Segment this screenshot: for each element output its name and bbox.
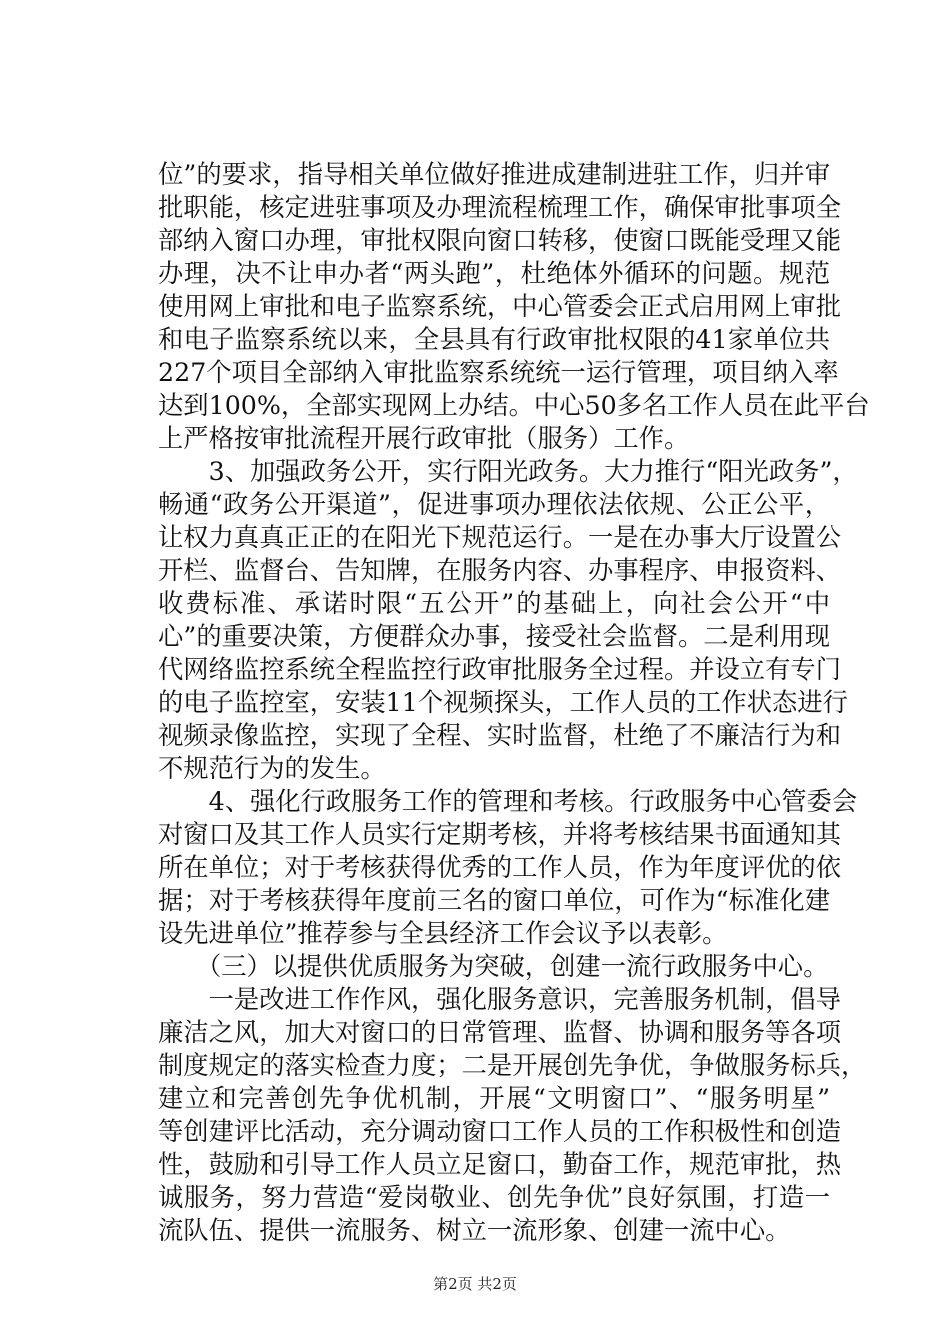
- text-line: 开栏、监督台、告知牌，在服务内容、办事程序、申报资料、: [158, 556, 842, 585]
- text-line: 位”的要求，指导相关单位做好推进成建制进驻工作，归并审: [158, 160, 830, 189]
- text-line: 3、加强政务公开，实行阳光政务。大力推行“阳光政务”，: [158, 457, 858, 486]
- text-line: 一是改进工作作风，强化服务意识，完善服务机制，倡导: [158, 985, 842, 1014]
- text-line: 等创建评比活动，充分调动窗口工作人员的工作积极性和创造: [158, 1117, 842, 1146]
- text-line: 据；对于考核获得年度前三名的窗口单位，可作为“标准化建: [158, 886, 830, 915]
- text-line: 性，鼓励和引导工作人员立足窗口，勤奋工作，规范审批，热: [158, 1150, 842, 1179]
- text-line: 部纳入窗口办理，审批权限向窗口转移，使窗口既能受理又能: [158, 226, 842, 255]
- text-line: 建立和完善创先争优机制，开展“文明窗口”、“服务明星”: [158, 1084, 830, 1113]
- text-line: 上严格按审批流程开展行政审批（服务）工作。: [158, 424, 690, 453]
- text-line: 所在单位；对于考核获得优秀的工作人员，作为年度评优的依: [158, 853, 842, 882]
- text-line: 达到100%，全部实现网上办结。中心50多名工作人员在此平台: [158, 391, 870, 420]
- text-line: 心”的重要决策，方便群众办事，接受社会监督。二是利用现: [158, 622, 830, 651]
- text-line: 诚服务，努力营造“爱岗敬业、创先争优”良好氛围，打造一: [158, 1183, 830, 1212]
- text-line: 流队伍、提供一流服务、树立一流形象、创建一流中心。: [158, 1216, 791, 1245]
- text-line: 和电子监察系统以来，全县具有行政审批权限的41家单位共: [158, 325, 830, 354]
- text-line: 视频录像监控，实现了全程、实时监督，杜绝了不廉洁行为和: [158, 721, 842, 750]
- text-line: 4、强化行政服务工作的管理和考核。行政服务中心管委会: [158, 787, 858, 816]
- text-line: 的电子监控室，安装11个视频探头，工作人员的工作状态进行: [158, 688, 848, 717]
- text-line: 畅通“政务公开渠道”，促进事项办理依法依规、公正公平，: [158, 490, 830, 519]
- text-line: 办理，决不让申办者“两头跑”，杜绝体外循环的问题。规范: [158, 259, 830, 288]
- text-line: 对窗口及其工作人员实行定期考核，并将考核结果书面通知其: [158, 820, 842, 849]
- text-line: 不规范行为的发生。: [158, 754, 386, 783]
- document-body: [158, 158, 870, 1247]
- text-line: 让权力真真正正的在阳光下规范运行。一是在办事大厅设置公: [158, 523, 842, 552]
- text-line: 廉洁之风，加大对窗口的日常管理、监督、协调和服务等各项: [158, 1018, 842, 1047]
- text-line: 使用网上审批和电子监察系统，中心管委会正式启用网上审批: [158, 292, 842, 321]
- text-line: 制度规定的落实检查力度；二是开展创先争优，争做服务标兵，: [158, 1051, 867, 1080]
- section-heading: （三）以提供优质服务为突破，创建一流行政服务中心。: [158, 952, 829, 981]
- text-line: 代网络监控系统全程监控行政审批服务全过程。并设立有专门: [158, 655, 842, 684]
- text-line: 227个项目全部纳入审批监察系统统一运行管理，项目纳入率: [158, 358, 839, 387]
- page-footer: 第2页 共2页: [433, 1275, 517, 1293]
- text-line: 设先进单位”推荐参与全县经济工作会议予以表彰。: [158, 919, 728, 948]
- text-line: 批职能，核定进驻事项及办理流程梳理工作，确保审批事项全: [158, 193, 842, 222]
- text-line: 收费标准、承诺时限“五公开”的基础上，向社会公开“中: [158, 589, 830, 618]
